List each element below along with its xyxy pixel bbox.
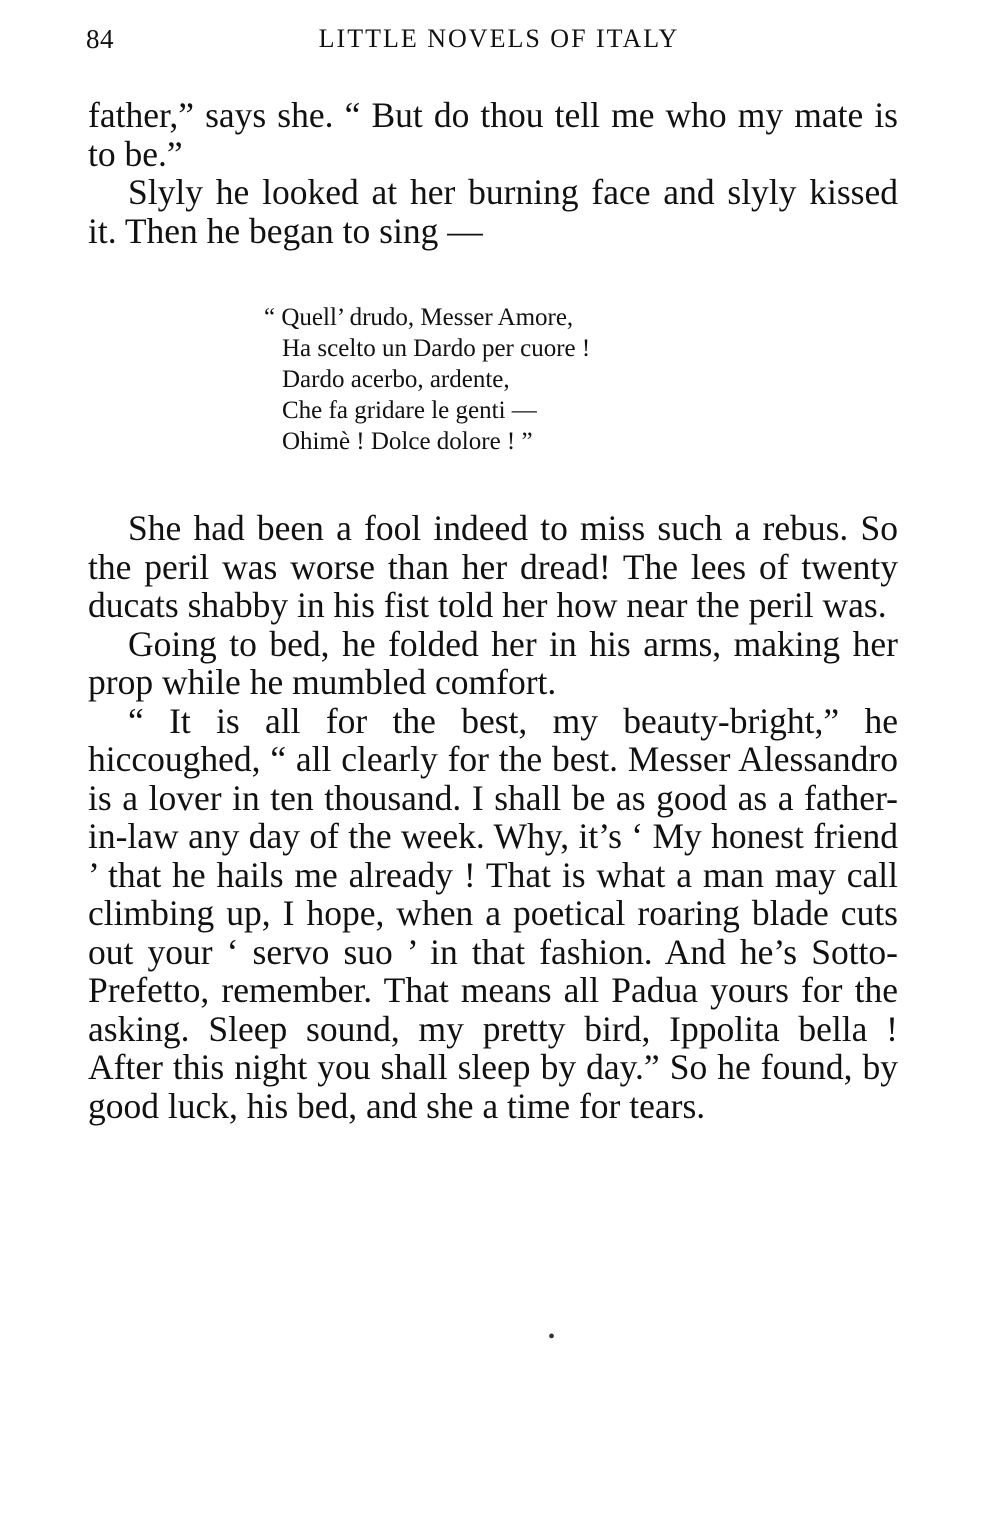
printer-mark: • [548, 1326, 556, 1348]
running-title: LITTLE NOVELS OF ITALY [318, 24, 680, 53]
verse-line-5: Ohimè ! Dolce dolore ! ” [282, 428, 533, 455]
paragraph-3: She had been a fool indeed to miss such a rebus. So the peril was worse than her dread! The lees of twenty ducats shabby in his fist told her how near the peril was. [88, 508, 898, 625]
song-verse [264, 302, 898, 457]
paragraph-4: Going to bed, he folded her in his arms, making her prop while he mumbled comfort. [88, 623, 898, 702]
paragraph-5: “ It is all for the best, my beauty-bright,” he hiccoughed, “ all clearly for the best. Messer Alessandro is a lover in ten thousand. I shall be as good as a father-in-law any day of the week. Why, it’s ‘ My honest friend ’ that he hails me already ! That is what a man may call climbing up, I hope, when a poetical roaring blade cuts out your ‘ servo suo ’ in that fashion. And he’s Sotto-Prefetto, remember. That means all Padua yours for the asking. Sleep sound, my pretty bird, Ippolita bella ! After this night you shall sleep by day.” So he found, by good luck, his bed, and she a time for tears. [88, 700, 898, 1126]
paragraph-2: Slyly he looked at her burning face and slyly kissed it. Then he began to sing — [88, 172, 898, 251]
paragraph-1: father,” says she. “ But do thou tell me who my mate is to be.” [88, 95, 898, 174]
verse-line-1: “ Quell’ drudo, Messer Amore, [264, 304, 574, 331]
verse-line-3: Dardo acerbo, ardente, [282, 366, 510, 393]
page-number: 84 [86, 24, 114, 54]
verse-line-4: Che fa gridare le genti — [282, 397, 537, 424]
page-header [86, 24, 898, 64]
verse-line-2: Ha scelto un Dardo per cuore ! [282, 335, 591, 362]
body-text [88, 96, 898, 1125]
